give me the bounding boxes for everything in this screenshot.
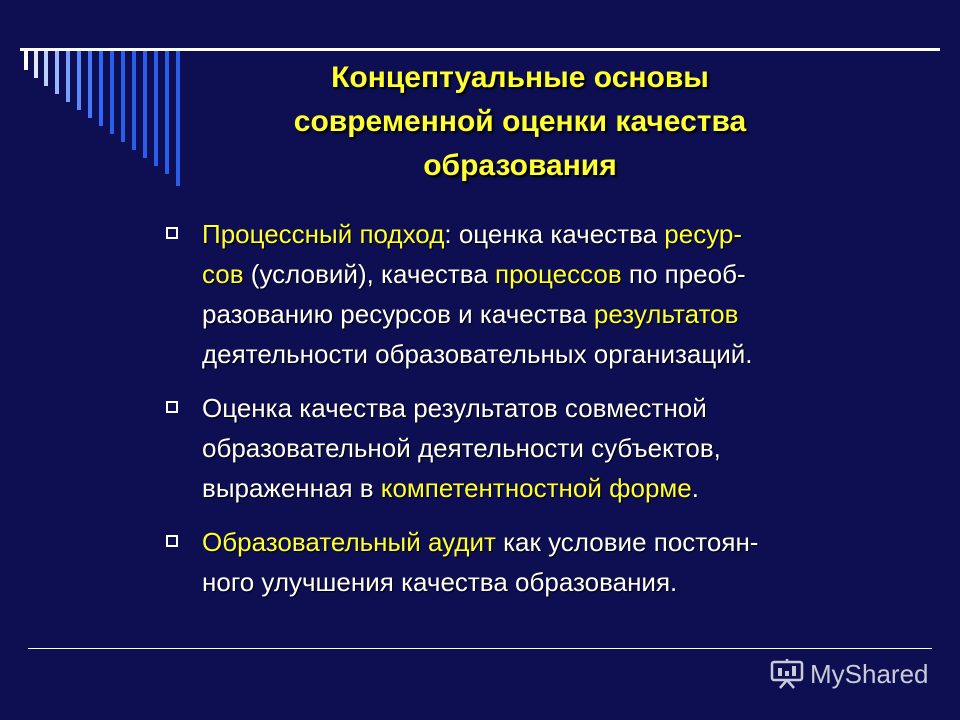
myshared-logo	[770, 657, 929, 691]
bullet-list	[164, 214, 904, 616]
decorative-bar	[132, 50, 136, 150]
highlighted-term: процессов	[495, 259, 622, 289]
highlighted-term: ресур-	[664, 219, 743, 249]
title-line-1: Концептуальные основы	[331, 61, 709, 94]
square-bullet-icon	[166, 401, 178, 413]
square-bullet-icon	[166, 227, 178, 239]
highlighted-term: Процессный подход	[202, 219, 445, 249]
decorative-bar	[154, 50, 158, 166]
bullet-item	[164, 214, 904, 374]
text-segment: .	[691, 473, 699, 503]
text-segment: как условие постоян-	[495, 527, 759, 557]
decorative-bar	[24, 50, 28, 70]
decorative-bar	[121, 50, 125, 142]
text-segment: (условий), качества	[243, 259, 496, 289]
text-segment: Оценка качества результатов совместной	[202, 393, 707, 423]
bullet-item	[164, 388, 904, 508]
bullet-text	[202, 527, 758, 597]
title-line-3: образования	[423, 149, 617, 182]
square-bullet-icon	[166, 535, 178, 547]
text-segment: разованию ресурсов и качества	[202, 299, 594, 329]
highlighted-term: Образовательный аудит	[202, 527, 496, 557]
decorative-bar	[34, 50, 38, 78]
decorative-bar	[66, 50, 70, 102]
title-line-2: современной оценки качества	[293, 105, 747, 138]
bullet-text	[202, 393, 721, 503]
bottom-divider-line	[28, 648, 932, 649]
text-segment: образовательной деятельности субъектов,	[202, 433, 721, 463]
highlighted-term: компетентностной форме	[380, 473, 692, 503]
decorative-bar	[55, 50, 59, 94]
bullet-item	[164, 522, 904, 602]
decorative-bar	[88, 50, 92, 118]
decorative-bar	[165, 50, 169, 174]
decorative-bar	[44, 50, 48, 86]
decorative-bar	[77, 50, 81, 110]
highlighted-term: результатов	[593, 299, 739, 329]
decorative-bar	[110, 50, 114, 134]
presentation-icon	[770, 659, 804, 689]
watermark-text: MyShared	[810, 658, 929, 689]
decorative-bar	[143, 50, 147, 158]
text-segment: ного улучшения качества образования.	[202, 567, 678, 597]
highlighted-term: сов	[202, 259, 244, 289]
text-segment: выраженная в	[202, 473, 381, 503]
text-segment: : оценка качества	[444, 219, 665, 249]
bullet-text	[202, 219, 753, 369]
text-segment: деятельности образовательных организаций.	[202, 339, 753, 369]
slide-title	[180, 56, 860, 188]
text-segment: по преоб-	[621, 259, 746, 289]
decorative-bar	[99, 50, 103, 126]
top-divider-line	[20, 48, 940, 51]
